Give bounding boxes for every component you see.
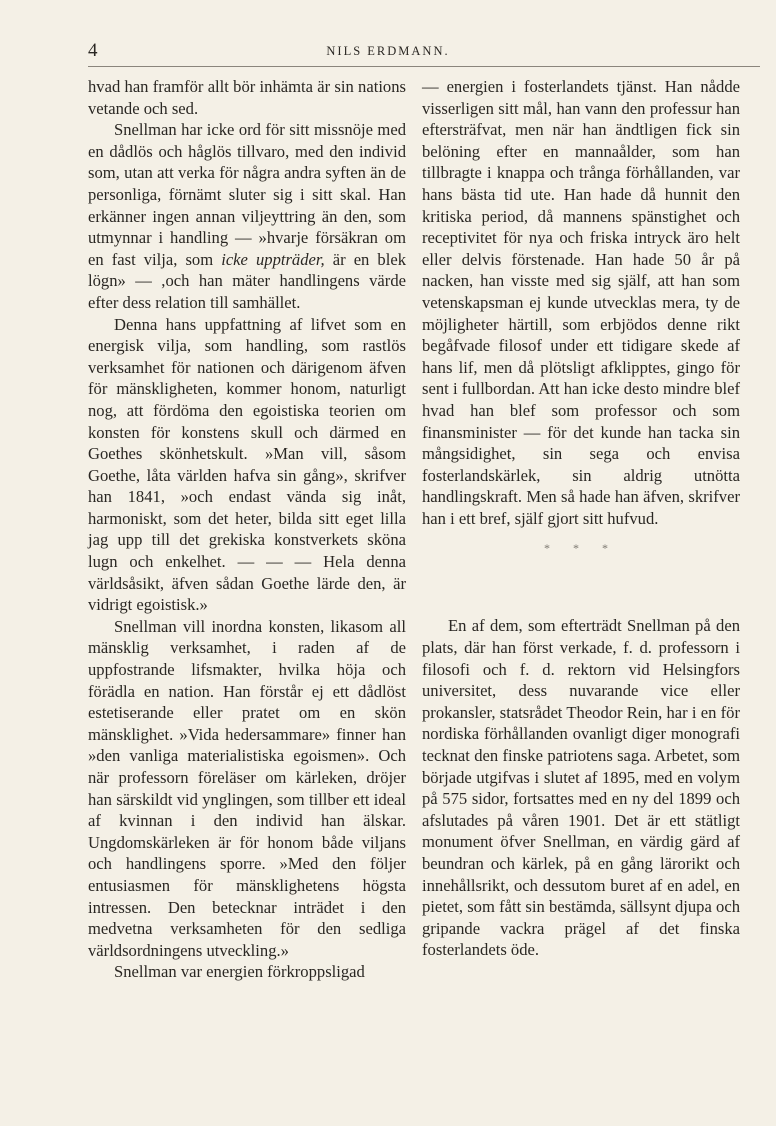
paragraph [88,119,406,313]
paragraph: Snellman var energien förkroppsligad [114,962,365,982]
paragraph: — energien i fosterlandets tjänst. Han nådde visserligen sitt mål, han vann den professur han eftersträfvat, men när han ändtligen fick sin belöning efter en mannaålder, som han tillbragte i knappa och trånga förhållanden, var hans bästa tid ute. Han hade då hunnit den kritiska period, då mannens spänstighet och receptivitet för nya och friska intryck äro helt eller delvis förstenade. Han hade 50 år på nacken, han visste med sig själf, att han som vetenskapsman ej kunde utvecklas mera, ty de möjligheter härtill, som erbjödos denne rikt begåfvade filosof under ett tidigare skede af hans lif, men då plötsligt afklipptes, gingo för sent i fullbordan. Att han icke desto mindre blef hvad han blef som professor och som finansminister — för det kunde han tacka sin mångsidighet, sin sega och envisa fosterlandskärlek, sin aldrig utnötta handlingskraft. Men så hade han äfven, skrifver han i ett bref, själf gjort sitt hufvud. [422,77,740,528]
paragraph-text: Snellman har icke ord för sitt missnöje med en dådlös och håglös tillvaro, med den individ som, utan att verka för några andra syften än de personliga, förnämt sluter sig i sitt skal. Han erkänner ingen annan viljeyttring än den, som utmynnar i handling — »hvarje försäkran om en fast vilja, som [88,120,406,269]
paragraph: Snellman vill inordna konsten, likasom all mänsklig verksamhet, i raden af de uppfostrande lifsmakter, hvilka höja och förädla en nation. Han förstår ej ett dådlöst estetiserande eller pratet om en skön mänsklighet. »Vida hedersammare» finner han »den vanliga materialistiska egoismen». Och när professorn föreläser om kärleken, dröjer han särskildt vid ynglingen, som tillber ett ideal af kvinnan i den individ han älskar. Ungdomskärleken är för honom både viljans och handlingens sporre. »Med den följer entusiasmen för mänsklighetens högsta intressen. Den betecknar inträdet i den medvetna verksamheten för den sedliga världsordningens utveckling.» [88,616,406,960]
running-head: NILS ERDMANN. [326,44,450,58]
paragraph: En af dem, som efterträdt Snellman på den plats, där han först verkade, f. d. professorn i filosofi och f. d. rektorn vid Helsingfors universitet, dess nuvarande vice eller prokansler, statsrådet Theodor Rein, har i en för nordiska förhållanden ovanligt diger monografi tecknat den finske patriotens saga. Arbetet, som började utgifvas i slutet af 1895, med en volym på 575 sidor, fortsattes med en ny del 1899 och afslutades på våren 1901. Det är ett stätligt monument öfver Snellman, en värdig gärd af beundran och kärlek, på en gång lärorikt och innehållsrikt, och dessutom buret af en adel, en pietet, som fått sin bestämda, sällsynt djupa och gripande vackra prägel af det finska fosterlandets öde. [422,616,740,960]
section-break [422,541,740,567]
right-column [422,76,740,961]
paragraph: hvad han framför allt bör inhämta är sin nations vetande och sed. [88,77,406,118]
page-number: 4 [88,40,98,61]
header-rule [88,66,760,67]
section-break-text: * * * [544,541,618,556]
paragraph: Denna hans uppfattning af lifvet som en energisk vilja, som handling, som rastlös verksamhet för nationen och därigenom äfven för mänskligheten, kommer honom, naturligt nog, att fördöma den egoistiska teorien om konsten för konstens skull och därmed en Goethes skönhetskult. »Man vill, såsom Goethe, låta världen hafva sin gång», skrifver han 1841, »och endast vända sig inåt, harmoniskt, som det heter, bilda sitt eget lilla jag upp till det grekiska konstverkets sköna lugn och enkelhet. — — — Hela denna världsåsikt, äfven sådan Goethe lärde den, är vidrigt egoistisk.» [88,314,406,615]
left-column [88,76,406,983]
paragraph-text: är en blek lögn» — ,och han mäter handlingens värde efter dess relation till samhället. [88,249,406,312]
emphasis-text: icke uppträder, [221,249,325,269]
